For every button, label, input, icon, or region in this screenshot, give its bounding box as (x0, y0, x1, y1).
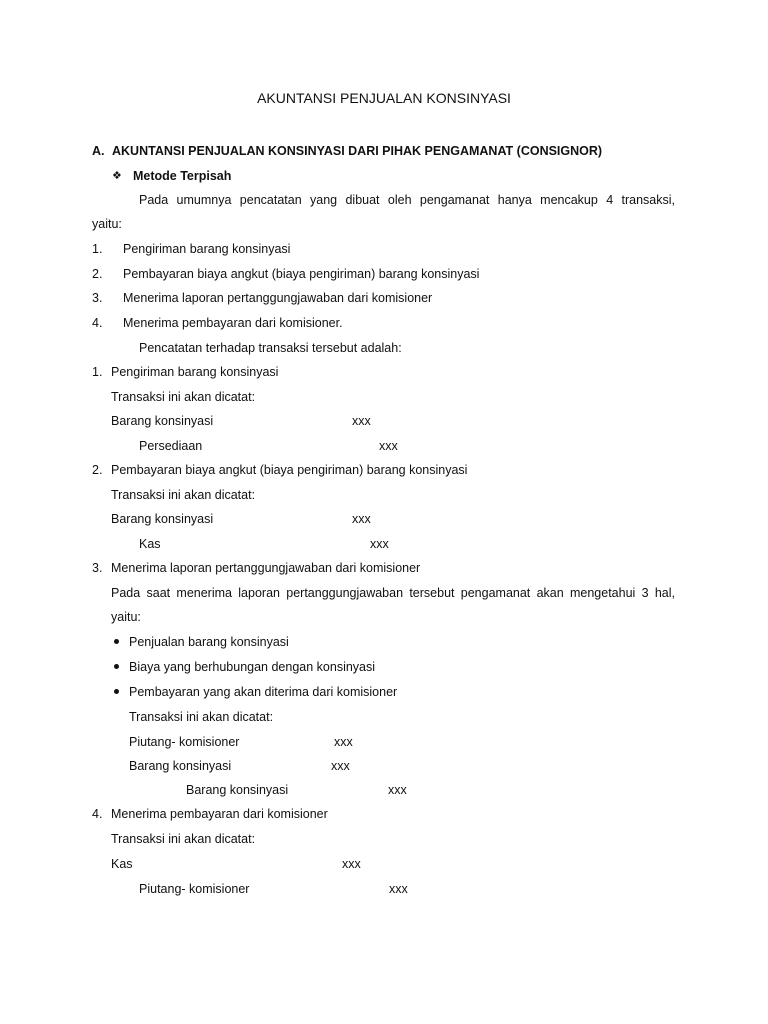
entry-number: 1. (92, 365, 103, 379)
credit-account: Piutang- komisioner (139, 882, 250, 896)
entry-title: Menerima laporan pertanggungjawaban dari komisioner (111, 561, 421, 575)
credit-account: Persediaan (139, 439, 203, 453)
list-item-number: 4. (92, 316, 103, 330)
list-item: Biaya yang berhubungan dengan konsinyasi (129, 660, 376, 674)
debit-account: Barang konsinyasi (111, 414, 214, 428)
list-item: Menerima pembayaran dari komisioner. (123, 316, 343, 330)
bullet-dot-icon (114, 639, 119, 644)
diamond-bullet-icon: ❖ (112, 170, 122, 182)
debit-account: Piutang- komisioner (129, 735, 240, 749)
debit-amount: xxx (352, 512, 371, 526)
credit-account: Kas (139, 537, 161, 551)
list-item-number: 3. (92, 291, 103, 305)
debit-account: Kas (111, 857, 133, 871)
intro-line-1: Pada umumnya pencatatan yang dibuat oleh pengamanat hanya mencakup 4 transaksi, (139, 193, 675, 207)
entry-title: Pembayaran biaya angkut (biaya pengiriman) barang konsinyasi (111, 463, 468, 477)
credit-amount: xxx (379, 439, 398, 453)
entry-note: Transaksi ini akan dicatat: (111, 488, 256, 502)
debit-account: Barang konsinyasi (111, 512, 214, 526)
method-label: Metode Terpisah (133, 169, 232, 183)
page-title: AKUNTANSI PENJUALAN KONSINYASI (257, 90, 511, 106)
debit-amount: xxx (352, 414, 371, 428)
list-item: Pembayaran biaya angkut (biaya pengiriman) barang konsinyasi (123, 267, 480, 281)
credit-amount: xxx (370, 537, 389, 551)
entry-title: Pengiriman barang konsinyasi (111, 365, 279, 379)
debit-amount: xxx (342, 857, 361, 871)
credit-amount: xxx (389, 882, 408, 896)
list-item: Menerima laporan pertanggungjawaban dari komisioner (123, 291, 433, 305)
entry-paragraph-line-2: yaitu: (111, 610, 141, 624)
list-item-number: 1. (92, 242, 103, 256)
intro-line-2: yaitu: (92, 217, 122, 231)
bullet-dot-icon (114, 689, 119, 694)
debit-amount: xxx (334, 735, 353, 749)
bullet-dot-icon (114, 664, 119, 669)
list-item: Pembayaran yang akan diterima dari komisioner (129, 685, 398, 699)
list-item: Penjualan barang konsinyasi (129, 635, 289, 649)
list-item-number: 2. (92, 267, 103, 281)
credit-account: Barang konsinyasi (186, 783, 289, 797)
entry-note: Transaksi ini akan dicatat: (129, 710, 274, 724)
entry-note: Transaksi ini akan dicatat: (111, 390, 256, 404)
debit-account: Barang konsinyasi (129, 759, 232, 773)
entry-paragraph-line-1: Pada saat menerima laporan pertanggungjawaban tersebut pengamanat akan mengetahui 3 hal, (111, 586, 675, 600)
recording-intro: Pencatatan terhadap transaksi tersebut adalah: (139, 341, 402, 355)
credit-amount: xxx (388, 783, 407, 797)
debit-amount: xxx (331, 759, 350, 773)
list-item: Pengiriman barang konsinyasi (123, 242, 291, 256)
section-a-heading: AKUNTANSI PENJUALAN KONSINYASI DARI PIHAK PENGAMANAT (CONSIGNOR) (112, 144, 603, 158)
entry-note: Transaksi ini akan dicatat: (111, 832, 256, 846)
entry-number: 2. (92, 463, 103, 477)
section-a-marker: A. (92, 144, 105, 158)
entry-number: 4. (92, 807, 103, 821)
entry-title: Menerima pembayaran dari komisioner (111, 807, 328, 821)
entry-number: 3. (92, 561, 103, 575)
